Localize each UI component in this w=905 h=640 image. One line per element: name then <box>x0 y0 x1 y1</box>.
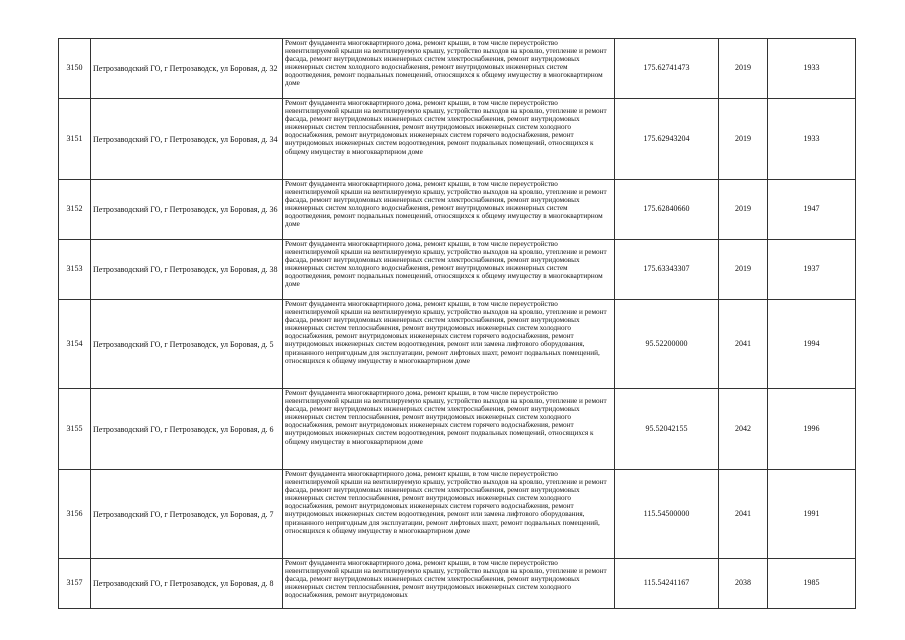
document-page <box>58 38 855 609</box>
cost-cell: 115.54241167 <box>615 559 719 609</box>
table-row <box>59 300 856 389</box>
construction-year-cell: 1994 <box>768 300 856 389</box>
work-description-cell: Ремонт фундамента многоквартирного дома, ремонт крыши, в том числе переустройство невентилируемой крыши на вентилируемую крышу, устройство выходов на кровлю, утепление и ремонт фасада, ремонт внутридомовых инженерных систем электроснабжения, ремонт внутридомовых инженерных систем теплоснабжения, ремонт внутридомовых инженерных систем холодного водоснабжения, ремонт внутридомовых инженерных систем горячего водоснабжения, ремонт внутридомовых инженерных систем водоотведения, ремонт подвальных помещений, относящихся к общему имуществу в многоквартирном доме <box>283 389 615 470</box>
work-description-cell: Ремонт фундамента многоквартирного дома, ремонт крыши, в том числе переустройство невентилируемой крыши на вентилируемую крышу, устройство выходов на кровлю, утепление и ремонт фасада, ремонт внутридомовых инженерных систем электроснабжения, ремонт внутридомовых инженерных систем теплоснабжения, ремонт внутридомовых инженерных систем холодного водоснабжения, ремонт внутридомовых инженерных систем горячего водоснабжения, ремонт внутридомовых инженерных систем водоотведения, ремонт подвальных помещений, относящихся к общему имуществу в многоквартирном доме <box>283 99 615 180</box>
cost-cell: 175.62943204 <box>615 99 719 180</box>
work-description-cell: Ремонт фундамента многоквартирного дома, ремонт крыши, в том числе переустройство невентилируемой крыши на вентилируемую крышу, устройство выходов на кровлю, утепление и ремонт фасада, ремонт внутридомовых инженерных систем электроснабжения, ремонт внутридомовых инженерных систем теплоснабжения, ремонт внутридомовых инженерных систем холодного водоснабжения, ремонт внутридомовых инженерных систем горячего водоснабжения, ремонт внутридомовых инженерных систем водоотведения, ремонт или замена лифтового оборудования, признанного непригодным для эксплуатации, ремонт лифтовых шахт, ремонт подвальных помещений, относящихся к общему имуществу в многоквартирном доме <box>283 470 615 559</box>
table-row <box>59 389 856 470</box>
row-number: 3156 <box>59 470 91 559</box>
table-row <box>59 180 856 240</box>
construction-year-cell: 1933 <box>768 99 856 180</box>
row-number: 3157 <box>59 559 91 609</box>
planned-year-cell: 2041 <box>719 300 768 389</box>
planned-year-cell: 2019 <box>719 99 768 180</box>
construction-year-cell: 1947 <box>768 180 856 240</box>
work-description-cell: Ремонт фундамента многоквартирного дома, ремонт крыши, в том числе переустройство невентилируемой крыши на вентилируемую крышу, устройство выходов на кровлю, утепление и ремонт фасада, ремонт внутридомовых инженерных систем электроснабжения, ремонт внутридомовых инженерных систем теплоснабжения, ремонт внутридомовых инженерных систем холодного водоснабжения, ремонт внутридомовых <box>283 559 615 609</box>
row-number: 3151 <box>59 99 91 180</box>
address-cell: Петрозаводский ГО, г Петрозаводск, ул Боровая, д. 36 <box>91 180 283 240</box>
address-cell: Петрозаводский ГО, г Петрозаводск, ул Боровая, д. 6 <box>91 389 283 470</box>
table-row <box>59 39 856 99</box>
table-row <box>59 559 856 609</box>
cost-cell: 115.54500000 <box>615 470 719 559</box>
planned-year-cell: 2038 <box>719 559 768 609</box>
planned-year-cell: 2042 <box>719 389 768 470</box>
construction-year-cell: 1991 <box>768 470 856 559</box>
address-cell: Петрозаводский ГО, г Петрозаводск, ул Боровая, д. 5 <box>91 300 283 389</box>
construction-year-cell: 1996 <box>768 389 856 470</box>
planned-year-cell: 2019 <box>719 240 768 300</box>
address-cell: Петрозаводский ГО, г Петрозаводск, ул Боровая, д. 32 <box>91 39 283 99</box>
planned-year-cell: 2019 <box>719 39 768 99</box>
cost-cell: 175.63343307 <box>615 240 719 300</box>
work-description-cell: Ремонт фундамента многоквартирного дома, ремонт крыши, в том числе переустройство невентилируемой крыши на вентилируемую крышу, устройство выходов на кровлю, утепление и ремонт фасада, ремонт внутридомовых инженерных систем электроснабжения, ремонт внутридомовых инженерных систем холодного водоснабжения, ремонт внутридомовых инженерных систем водоотведения, ремонт подвальных помещений, относящихся к общему имуществу в многоквартирном доме <box>283 240 615 300</box>
construction-year-cell: 1937 <box>768 240 856 300</box>
cost-cell: 95.52042155 <box>615 389 719 470</box>
table-row <box>59 470 856 559</box>
row-number: 3155 <box>59 389 91 470</box>
planned-year-cell: 2041 <box>719 470 768 559</box>
work-description-cell: Ремонт фундамента многоквартирного дома, ремонт крыши, в том числе переустройство невентилируемой крыши на вентилируемую крышу, устройство выходов на кровлю, утепление и ремонт фасада, ремонт внутридомовых инженерных систем электроснабжения, ремонт внутридомовых инженерных систем холодного водоснабжения, ремонт внутридомовых инженерных систем водоотведения, ремонт подвальных помещений, относящихся к общему имуществу в многоквартирном доме <box>283 180 615 240</box>
work-description-cell: Ремонт фундамента многоквартирного дома, ремонт крыши, в том числе переустройство невентилируемой крыши на вентилируемую крышу, устройство выходов на кровлю, утепление и ремонт фасада, ремонт внутридомовых инженерных систем электроснабжения, ремонт внутридомовых инженерных систем теплоснабжения, ремонт внутридомовых инженерных систем холодного водоснабжения, ремонт внутридомовых инженерных систем горячего водоснабжения, ремонт внутридомовых инженерных систем водоотведения, ремонт или замена лифтового оборудования, признанного непригодным для эксплуатации, ремонт лифтовых шахт, ремонт подвальных помещений, относящихся к общему имуществу в многоквартирном доме <box>283 300 615 389</box>
table-row <box>59 240 856 300</box>
work-description-cell: Ремонт фундамента многоквартирного дома, ремонт крыши, в том числе переустройство невентилируемой крыши на вентилируемую крышу, устройство выходов на кровлю, утепление и ремонт фасада, ремонт внутридомовых инженерных систем электроснабжения, ремонт внутридомовых инженерных систем холодного водоснабжения, ремонт внутридомовых инженерных систем водоотведения, ремонт подвальных помещений, относящихся к общему имуществу в многоквартирном доме <box>283 39 615 99</box>
table-body <box>59 39 856 609</box>
table-row <box>59 99 856 180</box>
address-cell: Петрозаводский ГО, г Петрозаводск, ул Боровая, д. 38 <box>91 240 283 300</box>
cost-cell: 175.62840660 <box>615 180 719 240</box>
address-cell: Петрозаводский ГО, г Петрозаводск, ул Боровая, д. 7 <box>91 470 283 559</box>
row-number: 3150 <box>59 39 91 99</box>
construction-year-cell: 1985 <box>768 559 856 609</box>
row-number: 3154 <box>59 300 91 389</box>
cost-cell: 95.52200000 <box>615 300 719 389</box>
row-number: 3153 <box>59 240 91 300</box>
repair-program-table <box>58 38 856 609</box>
row-number: 3152 <box>59 180 91 240</box>
construction-year-cell: 1933 <box>768 39 856 99</box>
address-cell: Петрозаводский ГО, г Петрозаводск, ул Боровая, д. 34 <box>91 99 283 180</box>
address-cell: Петрозаводский ГО, г Петрозаводск, ул Боровая, д. 8 <box>91 559 283 609</box>
planned-year-cell: 2019 <box>719 180 768 240</box>
cost-cell: 175.62741473 <box>615 39 719 99</box>
